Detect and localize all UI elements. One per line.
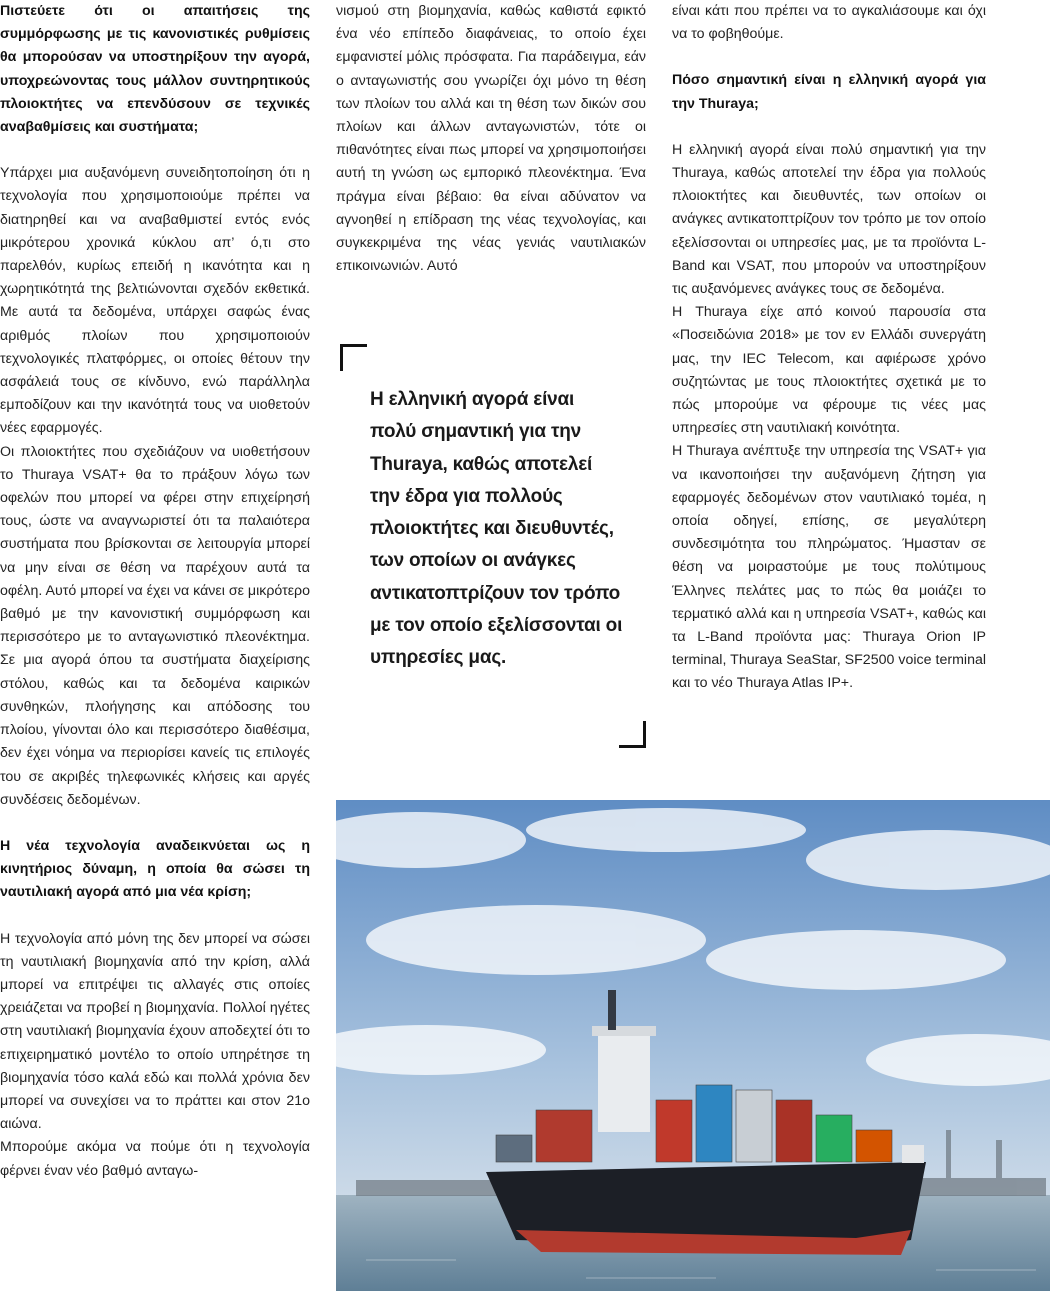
pull-quote <box>340 344 646 748</box>
answer-paragraph: Η τεχνολογία από μόνη της δεν μπορεί να σώσει τη ναυτιλιακή βιομηχανία από την κρίση, αλλά μπορεί να επιτρέψει τις αλλαγές στις οποίες χρειάζεται να προβεί η βιομηχανία. Πολλοί ηγέτες στη ναυτιλιακή βιομηχανία έχουν αποδεχτεί ότι το επιχειρηματικό μοντέλο το οποίο υπηρέτησε τη βιομηχανία τόσο καλά εδώ και πολλά χρόνια δεν μπορεί να συνεχίσει να το πράττει και στον 21ο αιώνα. <box>0 930 310 1133</box>
answer-paragraph: Η Thuraya είχε από κοινού παρουσία στα «Ποσειδώνια 2018» με τον εν Ελλάδι συνεργάτη μας, την IEC Telecom, και αφιέρωσε χρόνο συζητώντας με τους πλοιοκτήτες σχετικά με το πώς μπορούμε να φέρουμε τις νέες μας υπηρεσίες στη ναυτιλιακή κοινότητα. <box>672 304 986 437</box>
column-right <box>672 0 986 696</box>
answer-paragraph: Υπάρχει μια αυξανόμενη συνειδητοποίηση ότι η τεχνολογία που χρησιμοποιούμε πρέπει να διατηρηθεί και να αναβαθμιστεί εντός ενός μικρότερου χρονικά κύκλου απ’ ό,τι στο παρελθόν, κυρίως επειδή η ικανότητα και η χωρητικότητά της βελτιώνονται σχεδόν εκθετικά. Με αυτά τα δεδομένα, υπάρχει σαφώς ένας αριθμός πλοίων που χρησιμοποιούν τεχνολογικές πλατφόρμες, οι οποίες θέτουν την ασφάλειά τους σε κίνδυνο, ενώ παράλληλα εμποδίζουν και την ικανότητά τους να υιοθετούν νέες εφαρμογές. <box>0 165 310 437</box>
column-middle <box>336 0 646 278</box>
container-ship-photo <box>336 800 1050 1291</box>
question-heading: Πιστεύετε ότι οι απαιτήσεις της συμμόρφωσης με τις κανονιστικές ρυθμίσεις θα μπορούσαν να υποστηρίξουν την αγορά, υποχρεώνοντας τους μάλλον συντηρητικούς πλοιοκτήτες να επενδύσουν σε τεχνικές αναβαθμίσεις και συστήματα; <box>0 3 310 136</box>
answer-paragraph: Η Thuraya ανέπτυξε την υπηρεσία της VSAT+ για να ικανοποιήσει την αυξανόμενη ζήτηση για εφαρμογές δεδομένων στον ναυτιλιακό τομέα, η οποία οδηγεί, επίσης, σε μεγαλύτερη συνδεσιμότητα του πληρώματος. Ήμασταν σε θέση να μοιραστούμε με τους πολύτιμους Έλληνες πελάτες μας το πώς θα μοιάζει το τερματικό αλλά και η υπηρεσία VSAT+, καθώς και τα L-Band προϊόντα μας: Thuraya Orion IP terminal, Thuraya SeaStar, SF2500 voice terminal και το νέο Thuraya Atlas IP+. <box>672 443 986 692</box>
answer-paragraph: Οι πλοιοκτήτες που σχεδιάζουν να υιοθετήσουν το Thuraya VSAT+ θα το πράξουν λόγω των οφελών που μπορεί να φέρει στην επιχείρησή τους, ώστε να αναγνωριστεί ότι τα παλαιότερα συστήματα που βρίσκονται σε λειτουργία μπορεί να μην είναι σε θέση να παρέχουν αυτά τα οφέλη. Αυτό μπορεί να έχει να κάνει σε μικρότερο βαθμό με την κανονιστική συμμόρφωση και περισσότερο με το ανταγωνιστικό πλεονέκτημα. Σε μια αγορά όπου τα συστήματα διαχείρισης στόλου, καθώς και τα δεδομένα καιρικών συνθηκών, πλοήγησης και απόδοσης του πλοίου, γίνονται όλο και περισσότερο διαθέσιμα, δεν έχει νόημα να περιορίσει κανείς τις επιλογές του σε ακριβές τηλεφωνικές κλήσεις και αργές συνδέσεις δεδομένων. <box>0 443 310 808</box>
pull-quote-text: Η ελληνική αγορά είναι πολύ σημαντική για την Thuraya, καθώς αποτελεί την έδρα για πολλούς πλοιοκτήτες και διευθυντές, των οποίων οι ανάγκες αντικατοπτρίζουν τον τρόπο με τον οποίο εξελίσσονται οι υπηρεσίες μας. <box>370 389 623 669</box>
answer-paragraph: Μπορούμε ακόμα να πούμε ότι η τεχνολογία φέρνει έναν νέο βαθμό ανταγω- <box>0 1139 310 1179</box>
question-heading: Η νέα τεχνολογία αναδεικνύεται ως η κινητήριος δύναμη, η οποία θα σώσει τη ναυτιλιακή αγορά από μια νέα κρίση; <box>0 837 310 901</box>
answer-paragraph: Η ελληνική αγορά είναι πολύ σημαντική για την Thuraya, καθώς αποτελεί την έδρα για πολλούς πλοιοκτήτες και διευθυντές, των οποίων οι ανάγκες αντικατοπτρίζουν τον τρόπο με τον οποίο εξελίσσονται οι υπηρεσίες μας, με τα προϊόντα L-Band και VSAT, που μπορούν να υποστηρίξουν τις αυξανόμενες ανάγκες τους σε δεδομένα. <box>672 141 986 298</box>
column-left <box>0 0 310 1183</box>
ship-illustration <box>336 800 1050 1291</box>
quote-corner-mark <box>340 344 367 371</box>
quote-corner-mark <box>619 721 646 748</box>
ship-bridge <box>598 1032 650 1132</box>
answer-paragraph: νισμού στη βιομηχανία, καθώς καθιστά εφικτό ένα νέο επίπεδο διαφάνειας, το οποίο έχει εμφανιστεί μόλις πρόσφατα. Για παράδειγμα, εάν ο ανταγωνιστής σου γνωρίζει όχι μόνο τη θέση των πλοίων του αλλά και τη θέση των δικών σου πλοίων και άλλων ανταγωνιστών, τότε οι πιθανότητες είναι πως μπορεί να χρησιμοποιήσει αυτή τη γνώση ως εμπορικό πλεονέκτημα. Ένα πράγμα είναι βέβαιο: θα είναι αδύνατον να αγνοηθεί η επίδραση της νέας τεχνολογίας, και συγκεκριμένα της νέας γενιάς ναυτιλιακών επικοινωνιών. Αυτό <box>336 3 646 275</box>
question-heading: Πόσο σημαντική είναι η ελληνική αγορά για την Thuraya; <box>672 72 986 112</box>
answer-paragraph: είναι κάτι που πρέπει να το αγκαλιάσουμε και όχι να το φοβηθούμε. <box>672 3 986 43</box>
